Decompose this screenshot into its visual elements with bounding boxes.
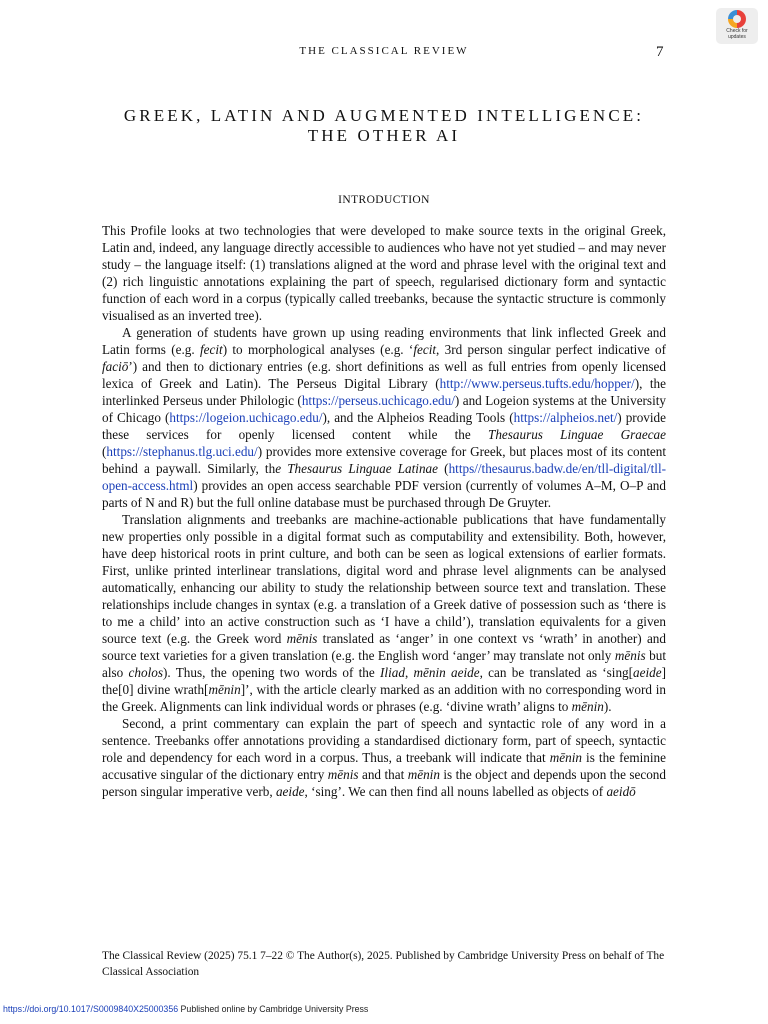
text-run: and that — [358, 767, 408, 782]
text-run: ( — [102, 444, 107, 459]
article-title — [102, 106, 666, 146]
italic-term: aeidō — [606, 784, 636, 799]
text-run: ) provides an open access searchable PDF version (currently of volumes A–M, O–P and parts of N and R) but the full online database must be purchased through De Gruyter. — [102, 478, 666, 510]
text-run: ) to morphological analyses (e.g. ‘ — [222, 342, 414, 357]
italic-term: mēnin — [208, 682, 241, 697]
text-run: , can be translated as ‘sing[ — [479, 665, 634, 680]
text-run: ). — [603, 699, 612, 714]
url-link[interactable]: https//thesaurus.badw.de/en/tll-digital/tll-open-access.html — [102, 461, 666, 493]
text-run: ] the[0] divine wrath[ — [102, 665, 666, 697]
body-paragraph — [102, 324, 666, 511]
body-paragraph — [102, 222, 666, 324]
url-link[interactable]: http://www.perseus.tufts.edu/hopper/ — [439, 376, 635, 391]
url-link[interactable]: https://stephanus.tlg.uci.edu/ — [106, 444, 258, 459]
text-run: A generation of students have grown up using reading environments that link inflected Greek and Latin forms (e.g. — [102, 325, 666, 357]
text-run: is the feminine accusative singular of the dictionary entry — [102, 750, 666, 782]
doi-line — [3, 1004, 368, 1014]
italic-term: fecit — [413, 342, 437, 357]
text-run: is the object and depends upon the second person singular imperative verb, — [102, 767, 666, 799]
italic-term: mēnin — [549, 750, 582, 765]
text-run: ), the interlinked Perseus under Philologic ( — [102, 376, 666, 408]
url-link[interactable]: https://alpheios.net/ — [513, 410, 618, 425]
text-run: Second, a print commentary can explain the part of speech and syntactic role of any word in a sentence. Treebanks offer annotations providing a standardised dictionary form, part of speech, syntactic role and dependency for each word in a corpus. Thus, a treebank will indicate that — [102, 716, 666, 765]
text-run: ). Thus, the opening two words of the — [162, 665, 381, 680]
italic-term: Thesaurus Linguae Graecae — [487, 427, 666, 442]
doi-suffix: Published online by Cambridge University Press — [178, 1004, 369, 1014]
italic-term: mēnin — [407, 767, 440, 782]
crossmark-icon — [728, 10, 746, 28]
citation-footer: The Classical Review (2025) 75.1 7–22 © The Author(s), 2025. Published by Cambridge University Press on behalf of The Classical Association — [102, 950, 665, 978]
url-link[interactable]: https://perseus.uchicago.edu/ — [301, 393, 455, 408]
title-line-2: THE OTHER AI — [307, 126, 461, 145]
page-number: 7 — [656, 44, 664, 60]
italic-term: mēnis — [327, 767, 359, 782]
body-paragraph — [102, 511, 666, 715]
italic-term: aeide — [633, 665, 662, 680]
italic-term: mēnin aeide — [413, 665, 480, 680]
text-run: This Profile looks at two technologies that were developed to make source texts in the original Greek, Latin and, indeed, any language directly accessible to audiences who have not yet studied – and may never study – the language itself: (1) translations aligned at the word and phrase level with the original text and (2) rich linguistic annotations explaining the part of speech, regularised dictionary form and syntactic function of each word in a corpus (typically called treebanks, because the syntactic structure is commonly visualised as an inverted tree). — [102, 223, 666, 323]
text-run: ]’, with the article clearly marked as an addition with no corresponding word in the Greek. Alignments can link individual words or phrases (e.g. ‘divine wrath’ aligns to — [102, 682, 666, 714]
italic-term: mēnis — [286, 631, 318, 646]
section-heading: INTRODUCTION — [338, 194, 430, 206]
text-run: but also — [102, 648, 667, 680]
italic-term: fecit — [199, 342, 223, 357]
italic-term: Thesaurus Linguae Latinae — [287, 461, 439, 476]
text-run: , 3rd person singular perfect indicative of — [436, 342, 667, 357]
italic-term: mēnin — [571, 699, 604, 714]
text-run: ) and Logeion systems at the University of Chicago ( — [102, 393, 666, 425]
italic-term: cholos — [128, 665, 163, 680]
italic-term: e — [275, 461, 282, 476]
text-run: , — [404, 665, 414, 680]
text-run: ( — [438, 461, 449, 476]
italic-term: Iliad — [380, 665, 405, 680]
text-run: ) provides more extensive coverage for Greek, but places most of its content behind a paywall. Similarly, th — [102, 444, 666, 476]
italic-term: faciō — [102, 359, 129, 374]
text-run: , ‘sing’. We can then find all nouns labelled as objects of — [304, 784, 607, 799]
running-head: THE CLASSICAL REVIEW — [299, 45, 469, 57]
body-paragraph — [102, 715, 666, 800]
doi-link[interactable]: https://doi.org/10.1017/S0009840X25000356 — [3, 1004, 179, 1014]
text-run: translated as ‘anger’ in one context vs ‘wrath’ in another) and source text varieties for a given translation (e.g. the English word ‘anger’ may translate not only — [102, 631, 666, 663]
italic-term: mēnis — [614, 648, 646, 663]
title-line-1: GREEK, LATIN AND AUGMENTED INTELLIGENCE: — [123, 106, 645, 125]
text-run: ), and the Alpheios Reading Tools ( — [322, 410, 514, 425]
italic-term: aeide — [275, 784, 305, 799]
text-run: Translation alignments and treebanks are machine-actionable publications that have fundamentally new properties only possible in a digital format such as computability and extensibility. Both, however, have deep historical roots in print culture, and both can be seen as logical extensions of earlier formats. First, unlike printed interlinear translations, digital word and phrase level alignments can be analysed automatically, enhancing our ability to study the relationship between source text and translation. These relationships include changes in syntax (e.g. a translation of a Greek dative of possession such as ‘there is to me a child’ into an active construction such as ‘I have a child’), translation equivalents for a given source text (e.g. the Greek word — [102, 512, 666, 646]
text-run: ) provide these services for openly licensed content while the — [102, 410, 666, 442]
article-body — [102, 222, 666, 800]
text-run: ’) and then to dictionary entries (e.g. short definitions as well as full entries from openly licensed lexica of Greek and Latin). The Perseus Digital Library ( — [102, 359, 666, 391]
url-link[interactable]: https://logeion.uchicago.edu/ — [169, 410, 323, 425]
check-for-updates-badge[interactable] — [716, 8, 758, 44]
badge-label: Check for updates — [726, 28, 748, 40]
